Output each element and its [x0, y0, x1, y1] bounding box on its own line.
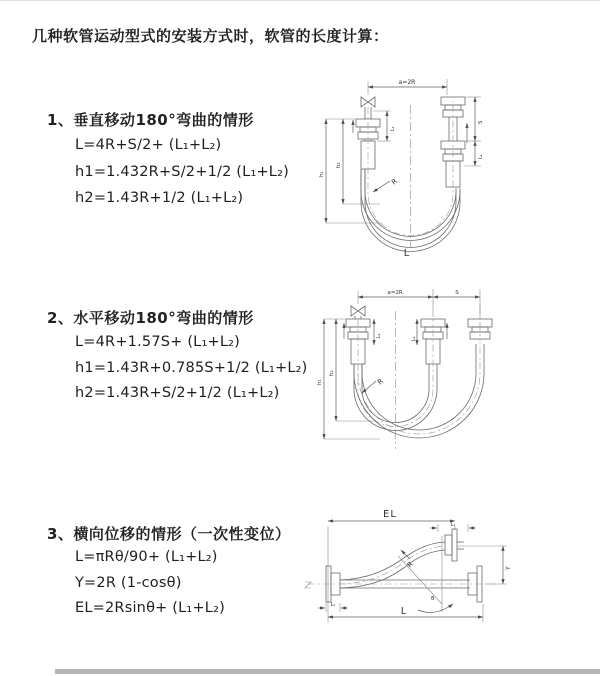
section1-formula-h2: h2=1.43R+1/2 (L₁+L₂) [75, 190, 244, 206]
radius-callout [401, 550, 415, 569]
dim-l1-left [374, 319, 382, 345]
svg-text:L₁: L₁ [450, 522, 456, 528]
upper-right-flange [445, 529, 464, 561]
section2-formula-L: L=4R+1.57S+ (L₁+L₂) [75, 334, 240, 350]
section1-heading: 1、垂直移动180°弯曲的情形 [47, 111, 254, 129]
section1-formula-h1: h1=1.432R+S/2+1/2 (L₁+L₂) [75, 164, 289, 180]
radius-callout [373, 177, 399, 192]
dim-l [328, 604, 483, 622]
section3-formula-Y: Y=2R (1-cosθ) [75, 575, 182, 591]
svg-text:S: S [455, 290, 459, 296]
svg-text:R: R [376, 377, 386, 387]
dim-l1-middle [411, 319, 417, 345]
radius-callout [362, 377, 385, 393]
dim-h2 [329, 319, 376, 421]
svg-text:L₁: L₁ [390, 126, 396, 131]
dim-span-a2r [358, 289, 480, 317]
dim-l1-right [464, 141, 484, 166]
dim-l1-top [430, 522, 476, 532]
valve-icon [361, 97, 375, 107]
section3-heading: 3、横向位移的情形（一次性变位） [47, 525, 291, 543]
diagram-vertical-180-bend [310, 71, 600, 261]
dim-h1 [319, 119, 382, 223]
dim-stroke-s [433, 290, 480, 297]
svg-text:h₁: h₁ [317, 379, 323, 385]
svg-text:L₁: L₁ [330, 602, 336, 608]
section2-formula-h1: h1=1.43R+0.785S+1/2 (L₁+L₂) [75, 360, 308, 376]
dim-l1-left [318, 602, 348, 612]
page-title: 几种软管运动型式的安装方式时，软管的长度计算： [32, 27, 389, 45]
dim-stroke-s [466, 97, 484, 141]
svg-text:L₁: L₁ [376, 333, 382, 338]
scan-edge-artifact [55, 669, 600, 674]
svg-text:EL: EL [383, 509, 397, 520]
svg-text:R: R [405, 560, 415, 570]
valve-icon [351, 306, 365, 316]
section3-formula-L: L=πRθ/90+ (L₁+L₂) [75, 549, 218, 565]
svg-text:L₁: L₁ [411, 336, 417, 341]
svg-text:L: L [400, 606, 408, 617]
dim-y [458, 546, 512, 584]
svg-text:h₂: h₂ [329, 370, 335, 376]
diagram-lateral-displacement [300, 496, 600, 656]
centerline-break-mark [305, 582, 311, 588]
svg-text:R: R [390, 177, 400, 187]
dim-span-a2r [368, 79, 447, 95]
svg-text:S: S [478, 120, 484, 124]
section2-formula-h2: h2=1.43R+S/2+1/2 (L₁+L₂) [75, 385, 280, 401]
section2-heading: 2、水平移动180°弯曲的情形 [47, 309, 254, 327]
svg-text:h₁: h₁ [319, 171, 325, 177]
section3-formula-EL: EL=2Rsinθ+ (L₁+L₂) [75, 600, 225, 616]
svg-text:θ: θ [431, 596, 435, 602]
dim-l1-left [373, 111, 396, 141]
svg-text:a=2R: a=2R [387, 290, 403, 296]
label-L: L [403, 248, 411, 259]
svg-text:a=2R: a=2R [398, 79, 416, 86]
section1-formula-L: L=4R+S/2+ (L₁+L₂) [75, 137, 222, 153]
svg-text:h₂: h₂ [336, 162, 342, 168]
svg-text:Y: Y [505, 566, 512, 570]
right-pipe-fitting [468, 305, 492, 341]
svg-text:L₁: L₁ [478, 154, 484, 159]
diagram-horizontal-180-bend [310, 281, 600, 456]
